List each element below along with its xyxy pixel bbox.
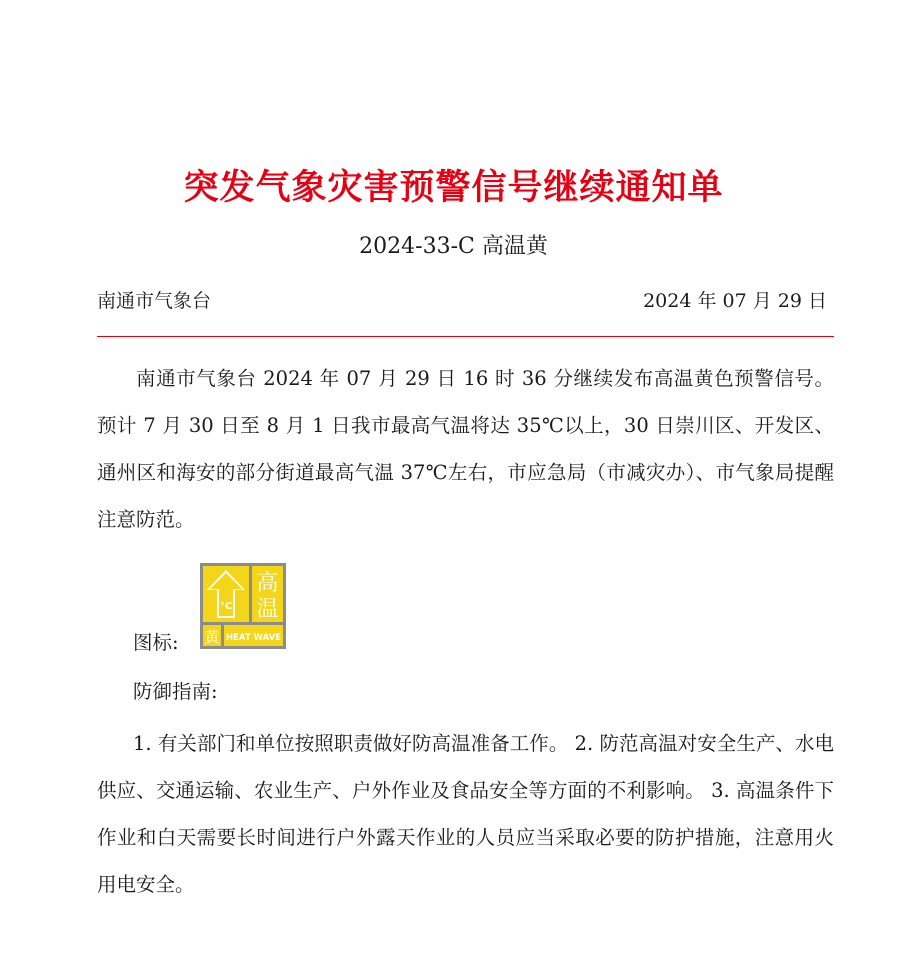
notice-title: 突发气象灾害预警信号继续通知单 xyxy=(183,167,724,208)
notice-body: 南通市气象台 2024 年 07 月 29 日 16 时 36 分继续发布高温黄色预警信号。预计 7 月 30 日至 8 月 1 日我市最高气温将达 35℃以上，30 日崇川区、开发区、通州区和海安的部分街道最高气温 37℃左右，市应急局（市减灾办）、市气象局提醒注意防范。 xyxy=(97,367,834,531)
issue-date: 2024 年 07 月 29 日 xyxy=(643,290,827,312)
icon-english-text: HEAT WAVE xyxy=(226,633,281,643)
celsius-symbol: °C xyxy=(219,601,233,612)
guide-text: 1. 有关部门和单位按照职责做好防高温准备工作。 2. 防范高温对安全生产、水电供应、交通运输、农业生产、户外作业及食品安全等方面的不利影响。 3. 高温条件下作业和白天需要长时间进行户外露天作业的人员应当采取必要的防护措施，注意用火用电安全。 xyxy=(97,732,834,896)
icon-char-1: 高 xyxy=(256,571,279,596)
icon-char-2: 温 xyxy=(256,597,279,622)
heat-wave-yellow-warning-icon xyxy=(200,563,286,649)
icon-level-char: 黄 xyxy=(204,628,220,646)
guide-title: 防御指南: xyxy=(133,680,218,703)
icon-label: 图标: xyxy=(133,631,179,654)
issuer-name: 南通市气象台 xyxy=(97,290,212,312)
red-divider xyxy=(97,336,834,337)
notice-code: 2024-33-C 高温黄 xyxy=(359,234,548,259)
